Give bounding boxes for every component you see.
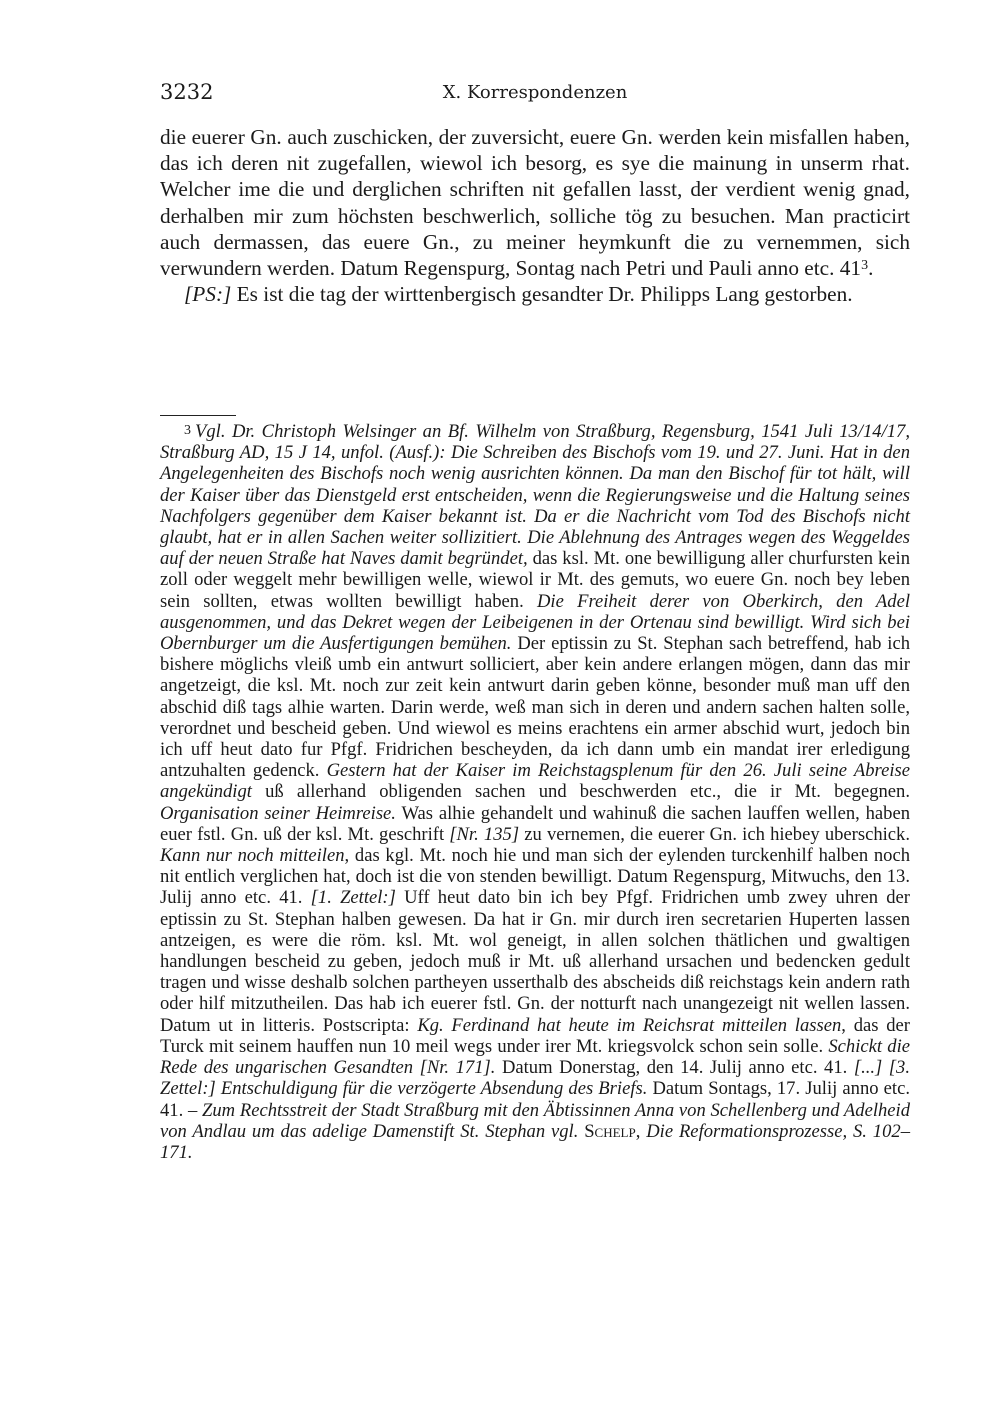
running-head: X. Korrespondenzen [442,82,628,103]
footnote-editorial: Gestern hat der Kaiser im Reichstagsplenum für den 26. Juli seine Abreise angekündigt [160,760,910,803]
footnote-editorial: Organisation seiner Heimreise. [160,802,396,824]
footnote-editorial: Kann nur noch mitteilen [160,845,345,867]
footnote-editorial: Vgl. Dr. Christoph Welsinger an Bf. Wilhelm von Straßburg, Regensburg, 1541 Juli 13/14/17, Straßburg AD, 15 J 14, unfol. (Ausf.): Die Schreiben des Bischofs vom 19. und 27. Juni. Hat in den Angelegenheiten des Bischofs noch wenig ausrichten können. Da man den Bischof für tot hält, will der Kaiser über das Dienstgeld erst entscheiden, wenn die Regierungsweise und die Haltung seines Nachfolgers gegenüber dem Kaiser bekannt ist. Da er die Nachricht vom Tod des Bischofs nicht glaubt, hat er in allen Sachen weiter sollizitiert. Die Ablehnung des Antrages wegen des Weggeldes auf der neuen Straße hat Naves damit begründet, [160,421,910,570]
footnote-quote: , das der Turck mit seinem hauffen nun 10 meil wegs under irer Mt. kriegsvolck schon sein solle. [160,1014,910,1057]
footnote-number: 3 [184,423,191,438]
footnote-editorial: Zum Rechtsstreit der Stadt Straßburg mit den Äbtissinnen Anna von Schellenberg und Adelheid von Andlau um das adelige Damenstift St. Stephan vgl. [160,1099,910,1142]
footnote-editorial: [...] [3. Zettel:] Entschuldigung für die verzögerte Absendung des Briefs. [160,1057,910,1100]
footnote-reference: [Nr. 135] [449,823,520,845]
footnote-paragraph [160,420,910,1163]
footnote-quote: zu vernemen, die euerer Gn. ich hiebey uberschick. [519,823,911,845]
footnote-quote: Der eptissin zu St. Stephan sach betreffend, hab ich bishere möglichs vleiß umb ein antwurt solliciert, aber kein andere erlangen mögen, dann das mir angetzeigt, die ksl. Mt. noch zur zeit kein antwurt darin geben könne, besonder muß man uff den abschid diß tags alhie warten. Darin werde, weß man sich in deren und andern sachen halten solle, verordnet und bescheid geben. Und wiewol es meins erachtens ein armer abschid wurt, jedoch bin ich uff heut dato fur Pfgf. Fridrichen bescheyden, da ich dann umb ein mandat irer erledigung antzuhalten gedenck. [160,633,910,782]
page-header [160,80,910,106]
footnote [160,420,910,1163]
footnote-quote: Uff heut dato bin ich bey Pfgf. Fridrichen umb zwey uhren der eptissin zu St. Stephan halben gewesen. Da hat ir Gn. mir durch iren secretarien Huperten lassen antzeigen, es were die röm. ksl. Mt. wol geneigt, in allen solchen thätlichen und gwaltigen handlungen bescheid zu geben, jedoch muß ir Mt. uß allerhand ursachen und bedencken gedult tragen und wisse deshalb solchen partheyen usserthalb des abscheids diß reichstags kein andern rath oder hilf mitzutheilen. Das hab ich euerer fstl. Gn. der notturft nach unangezeigt nit wellen lassen. Datum ut in litteris. Postscripta: [160,887,910,1036]
footnote-editorial: Die Reformationsprozesse, S. 102–171. [160,1120,910,1163]
footnote-rule [160,415,236,416]
footnote-editorial: [1. Zettel:] [310,887,396,909]
letter-text-end: . [868,256,874,281]
footnote-quote: , das kgl. Mt. noch hie und man sich der eylenden turckenhilf halben noch nit entlich verglichen hat, doch ist die von stenden bewilligt. Datum Regenspurg, Mitwuchs, den 13. Julij anno etc. 41. [160,845,910,909]
footnote-ref: 3 [861,258,869,274]
postscript-label: [PS:] [184,282,232,307]
postscript-paragraph [160,281,910,307]
footnote-quote: Datum Sontags, 17. Julij anno etc. 41. – [160,1078,910,1121]
footnote-author: Schelp, [578,1120,641,1142]
footnote-editorial: Die Freiheit derer von Oberkirch, den Adel ausgenommen, und das Dekret wegen der Leibeigenen in der Ortenau sind bewilligt. Wird sich bei Obernburger um die Ausfertigungen bemühen. [160,590,910,655]
footnote-quote: Was alhie gehandelt und wahinuß die sachen lauffen wellen, haben euer fstl. Gn. uß der ksl. Mt. geschrift [160,802,910,845]
footnote-editorial: Schickt die Rede des ungarischen Gesandten [Nr. 171]. [160,1035,910,1079]
footnote-quote: uß allerhand obligenden sachen und beschwerden etc., die ir Mt. begegnen. [251,781,910,803]
footnote-quote: Datum Donerstag, den 14. Julij anno etc. 41. [495,1057,854,1079]
footnote-quote: das ksl. Mt. one bewilligung aller churfursten kein zoll oder weggelt mehr bewilligen welle, wiewol ir Mt. des gemuts, wo euere Gn. noch bey leben sein sollten, etwas wollten bewilligt haben. [160,548,910,612]
main-text [160,124,910,307]
letter-paragraph [160,124,910,281]
postscript-text: Es ist die tag der wirttenbergisch gesandter Dr. Philipps Lang gestorben. [231,282,853,307]
footnote-editorial: Kg. Ferdinand hat heute im Reichsrat mitteilen lassen [417,1014,842,1036]
page-number: 3232 [160,80,214,104]
letter-text: die euerer Gn. auch zuschicken, der zuversicht, euere Gn. werden kein misfallen haben, das ich deren nit zugefallen, wiewol ich besorg, es sye die mainung in unserm rhat. Welcher ime die und derglichen schriften nit gefallen lasst, der verdient wenig gnad, derhalben mir zum höchsten beschwerlich, solliche tög zu besuchen. Man practicirt auch dermassen, das euere Gn., zu meiner heymkunft die zu vernemmen, sich verwundern werden. Datum Regenspurg, Sontag nach Petri und Pauli anno etc. 41 [160,125,910,281]
